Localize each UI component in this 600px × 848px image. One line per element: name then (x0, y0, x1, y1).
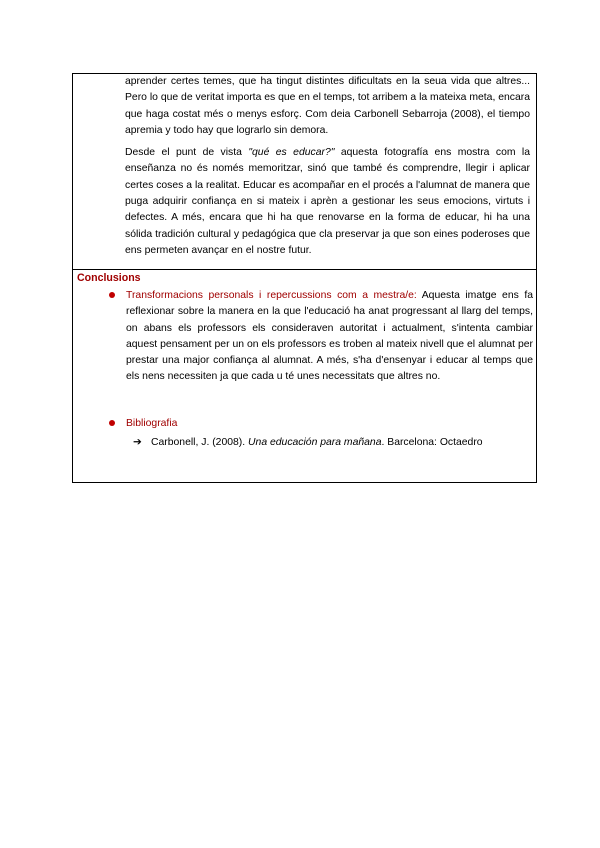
bullet-dot-icon (109, 292, 115, 298)
bullet-dot-icon (109, 420, 115, 426)
conclusions-title: Conclusions (77, 272, 141, 284)
arrow-right-icon: ➔ (133, 437, 142, 448)
reference-author: Carbonell, J. (2008). (151, 437, 249, 448)
bullet-transformations (109, 288, 533, 386)
reference-title: Una educación para mañana (248, 437, 382, 448)
reference-publisher: . Barcelona: Octaedro (381, 437, 483, 448)
bullet-bibliography (109, 416, 533, 432)
reflection-cell (73, 74, 536, 270)
bibliography-label: Bibliografia (126, 418, 178, 429)
content-table (72, 73, 537, 483)
bullet-transformations-body: Aquesta imatge ens fa reflexionar sobre la manera en la que l'educació ha anat progressant al llarg del temps, on abans els professors els consideraven autoritat i actualment, s'intenta cambiar aquest pensament per un on els professors es troben al mateix nivell que el alumnat per prestar una major confiança al alumnat. A més, s'ha d'ensenyar i educar al temps que els nens necessiten ja que cada u té unes necessitats que altres no. (126, 290, 533, 383)
bullet-transformations-text (126, 288, 533, 386)
paragraph-2 (125, 145, 530, 259)
paragraph-2-rest: aquesta fotografía ens mostra com la enseñanza no és només memoritzar, sinó que també és comprendre, llegir i aplicar certes coses a la realitat. Educar es acompañar en el procés a l'alumnat de manera que puga adquirir confiança en si mateix i aprèn a gestionar les seus emocions, virtuts i defectes. A més, encara que hi ha que renovarse en la forma de educar, hi ha una sólida tradición cultural y pedagógica que cla preservar ja que son eines poderoses que ens permeten avançar en el nostre futur. (125, 147, 531, 256)
paragraph-2-prefix: Desde el punt de vista (125, 147, 249, 159)
paragraph-1: aprender certes temes, que ha tingut distintes dificultats en la seua vida que altres... Pero lo que de veritat importa es que en el temps, tot arribem a la mateixa meta, encara que haga costat més o menys esforç. Com deia Carbonell Sebarroja (2008), el tiempo apremia y todo hay que lograrlo sin demora. (125, 76, 530, 136)
reflection-content (125, 74, 530, 259)
paragraph-2-quote: "qué es educar?" (248, 147, 335, 159)
bibliography-reference (133, 435, 483, 451)
bullet-transformations-label: Transformacions personals i repercussions com a mestra/e: (126, 290, 417, 301)
